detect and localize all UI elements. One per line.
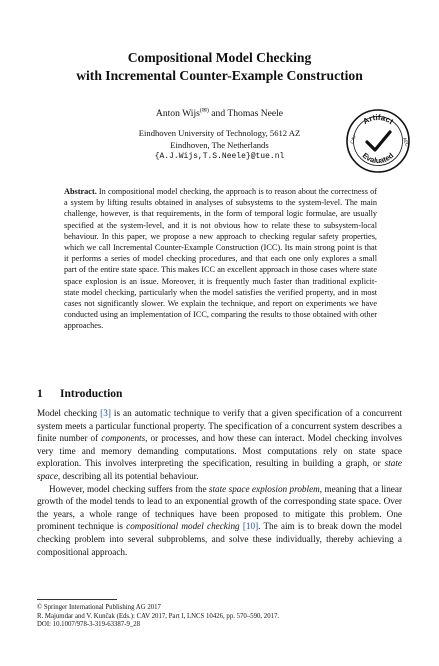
text-run: Model checking (37, 408, 101, 418)
author-email: {A.J.Wijs,T.S.Neele}@tue.nl (154, 152, 285, 161)
citation-link[interactable]: [3] (100, 408, 111, 418)
copyright-line: © Springer International Publishing AG 2017 (37, 604, 161, 611)
paper-title (0, 49, 439, 85)
affiliation-line: Eindhoven University of Technology, 5612 AZ (138, 128, 301, 138)
abstract-text: In compositional model checking, the approach is to reason about the correctness of a system by lifting results obtained in analyses of subsystems to the system-level. The main challenge, however, is that requirements, in the form of temporal logic formulae, are usually specified at the system-level, and it is not obvious how to relate these to subsystem-local behaviour. In this paper, we propose a new approach to checking regular safety properties, which we call Incremental Counter-Example Construction (ICC). Its main strong point is that it performs a series of model checking procedures, and that each one only explores a small part of the entire state space. This makes ICC an excellent approach in those cases where state space explosion is an issue. Moreover, it is frequently much faster than traditional explicit-state model checking, particularly when the model satisfies the verified property, and in most cases not significantly slower. We explain the technique, and report on experiments we have conducted using an implementation of ICC, comparing the results to those obtained with other approaches. (64, 187, 377, 331)
section-heading (37, 388, 122, 400)
emphasis: components (101, 433, 146, 444)
section-title: Introduction (60, 388, 123, 400)
artifact-evaluated-badge (345, 108, 411, 174)
badge-right-text: AEC (402, 136, 410, 148)
text-run: . The aim is to break down the model checking problem into several subproblems, and solve these individually, thereby achieving a compositional approach. (37, 521, 402, 557)
doi-line: DOI: 10.1007/978-3-319-63387-9_28 (37, 621, 141, 629)
affiliation-line: Eindhoven, The Netherlands (170, 140, 269, 150)
text-run: is an automatic technique to verify that a given specification of a concurrent system meets a particular functional property. The specification of a concurrent system describes a finite number of (37, 408, 402, 444)
title-line-1: Compositional Model Checking (127, 50, 312, 65)
footnote-rule (37, 599, 117, 600)
corresponding-author-mail-icon: (✉) (199, 108, 209, 114)
abstract-label: Abstract. (64, 187, 97, 196)
badge-left-text: CAV (349, 134, 357, 145)
copyright-footer (37, 604, 417, 630)
section-number: 1 (37, 388, 43, 400)
introduction-body (37, 407, 402, 558)
paragraph (37, 483, 402, 559)
emphasis: compositional model checking (126, 521, 240, 532)
text-run: , or processes, and how these can interact. Model checking involves very time and memory demanding computations. Most computations rely on state space exploration. This involves interpreting the specification, resulting in building a graph, or (37, 433, 403, 469)
publication-line: R. Majumdar and V. Kunčak (Eds.): CAV 2017, Part I, LNCS 10426, pp. 570–590, 2017. (37, 612, 280, 620)
emphasis: state space explosion problem (208, 483, 320, 494)
text-run: , meaning that a linear growth of the model tends to lead to an exponential growth of the corresponding state space. Over the years, a whole range of techniques have been proposed to mitigate this problem. One prominent technique is (37, 483, 402, 532)
text-run: , describing all its potential behaviour. (57, 470, 199, 481)
author-name: Anton Wijs (155, 108, 200, 120)
text-run: However, model checking suffers from the (49, 483, 209, 494)
author-name: Thomas Neele (227, 108, 284, 120)
badge-bottom-text: Evaluated (360, 150, 396, 166)
badge-top-text: Artifact (361, 112, 396, 127)
title-line-2: with Incremental Counter-Example Construction (76, 68, 363, 83)
citation-link[interactable]: [10] (242, 521, 259, 532)
checkmark-icon (367, 132, 390, 150)
author-joiner: and (211, 108, 226, 120)
emphasis: state space (37, 458, 402, 481)
abstract (64, 186, 377, 332)
paragraph (37, 407, 402, 483)
